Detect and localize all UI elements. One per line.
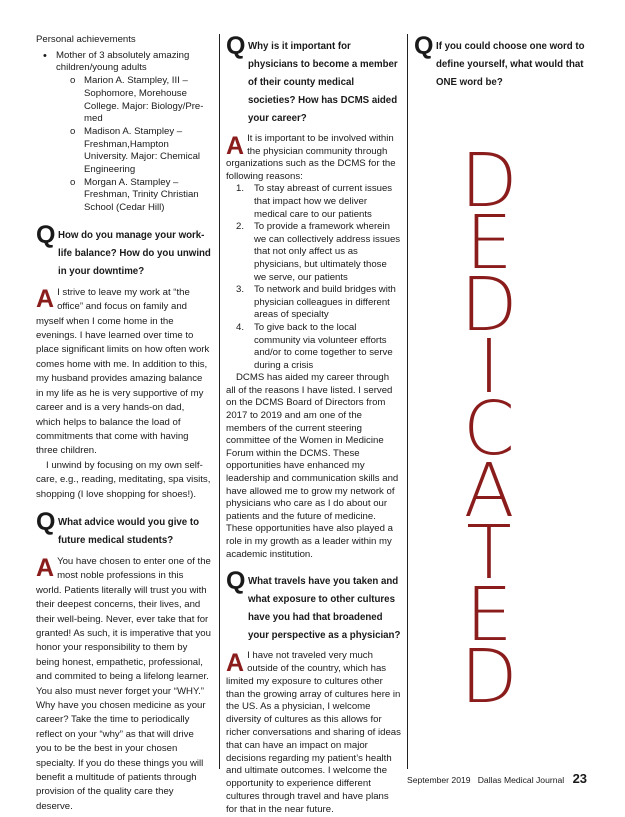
q-marker: Q [226,32,246,60]
a-marker: A [226,132,245,160]
question-heading [226,567,401,643]
list-text: To provide a framework wherein we can collectively address issues that not only affect us as physicians, but ultimately those we serve, our patients [254,221,401,283]
question-heading [36,507,211,548]
answer-paragraph: I unwind by focusing on my own self-care, e.g., reading, meditating, spa visits, shopping (I love shopping for shoes!). [36,459,211,500]
list-number: 2. [236,221,245,233]
list-item: o Marion A. Stampley, III – Sophomore, Morehouse College. Major: Biology/Pre-med [70,75,211,126]
list-item [236,322,401,372]
reasons-list [226,183,401,372]
answer-letter: D [460,634,518,720]
list-text: To network and build bridges with physician colleagues in different areas of specialty [254,284,396,321]
column-2 [226,32,401,815]
footer-date: September 2019 [407,775,471,785]
answer-letter: I [478,324,500,410]
column-divider [407,34,408,769]
a-marker: A [36,284,55,313]
answer-paragraph: I strive to leave my work at “the office” and focus on family and myself when I come home in the evenings. I have learned over time to place significant limits on how often work comes home with me. In addition to this, my husband provides amazing balance in my life as he is very supportive of my career and is a very hands-on dad, which helps to balance the load of commitments that come with having three children. [36,286,210,457]
achievements-list [36,50,211,215]
list-item: o Madison A. Stampley – Freshman,Hampton University. Major: Chemical Engineering [70,126,211,177]
achievements-section [36,34,211,215]
question-text: Why is it important for physicians to become a member of their county medical societies? How has DCMS aided your career? [248,41,398,124]
answer-letter: E [465,572,513,658]
a-marker: A [226,649,245,678]
answer-block [226,650,401,816]
answer-block [36,286,211,502]
page-footer [407,771,587,786]
answer-letter: A [463,448,515,534]
list-item [236,221,401,284]
list-text: To stay abreast of current issues that impact how we deliver medical care to our patients [254,183,393,220]
list-number: 1. [236,183,245,195]
answer-letter: D [460,262,518,348]
answer-letter: D [460,138,518,224]
answer-paragraph: You have chosen to enter one of the most noble professions in this world. Patients literally will trust you with their deepest concerns, their lives, and their well-being. Never, ever take that for granted! As such, it is imperative that you honor your responsibility to them by being honest, empathetic, professional, and commited to being a lifelong learner. You also must never forget your “WHY.” Why have you chosen medicine as your career? Take the time to periodically reflect on your “why” as that will drive you to be the best in your chosen specialty. If you do these things you will benefit a multitude of patients through provision of the quality care they deserve. [36,555,211,812]
footer-journal: Dallas Medical Journal [477,775,565,785]
list-item [236,183,401,221]
question-text: How do you manage your work-life balance? How do you unwind in your downtime? [58,229,211,277]
children-list [56,75,211,215]
question-text: If you could choose one word to define yourself, what would that ONE word be? [436,41,585,88]
question-heading [414,32,594,90]
a-marker: A [36,553,55,582]
answer-word-vertical [449,138,529,720]
q-marker: Q [36,220,56,249]
list-text: To give back to the local community via volunteer efforts and/or to come together to serve during a crisis [254,321,393,371]
achievements-label: Personal achievements [36,34,136,45]
answer-paragraph: It is important to be involved within the physician community through organizations such as the DCMS for the following reasons: [226,133,396,182]
list-item [236,284,401,322]
q-marker: Q [226,567,246,596]
question-text: What advice would you give to future medical students? [58,516,200,546]
answer-letter: C [463,386,515,472]
answer-letter: E [465,200,513,286]
answer-paragraph: I have not traveled very much outside of the country, which has limited my exposure to cultures other than the growing array of cultures here in the US. As a physician, I welcome diversity of cultures as this allows for richer conversations and sharing of ideas that can have an impact on major decisions regarding my patient’s health and ultimate outcomes. I welcome the opportunity to experience different cultures through travel and have plans for that in the near future. [226,650,401,815]
question-heading [36,220,211,279]
page-number: 23 [572,771,588,786]
q-marker: Q [414,32,434,60]
list-number: 3. [236,284,245,296]
list-item [44,50,211,215]
answer-block [36,555,211,814]
column-divider [219,34,220,769]
q-marker: Q [36,507,56,536]
answer-block [226,133,401,561]
question-heading [226,32,401,126]
column-1 [36,34,211,812]
answer-paragraph: DCMS has aided my career through all of the reasons I have listed. I served on the DCMS Board of Directors from 2017 to 2019 and am one of the members of the current steering committee of the Women in Medicine Forum within the DCMS. These opportunities have enhanced my leadership and communication skills and have allowed me to grow my network of physicians who care as I do about our patients and the future of medicine. These opportunities have also played a role in my growth as a leader within my academic institution. [226,372,399,560]
question-text: What travels have you taken and what exposure to other cultures have you had that broadened your perspective as a physician? [248,576,401,642]
answer-letter: T [466,510,512,596]
achievements-main: Mother of 3 absolutely amazing children/young adults [56,49,190,74]
list-item: o Morgan A. Stampley – Freshman, Trinity Christian School (Cedar Hill) [70,177,211,215]
list-number: 4. [236,321,245,333]
